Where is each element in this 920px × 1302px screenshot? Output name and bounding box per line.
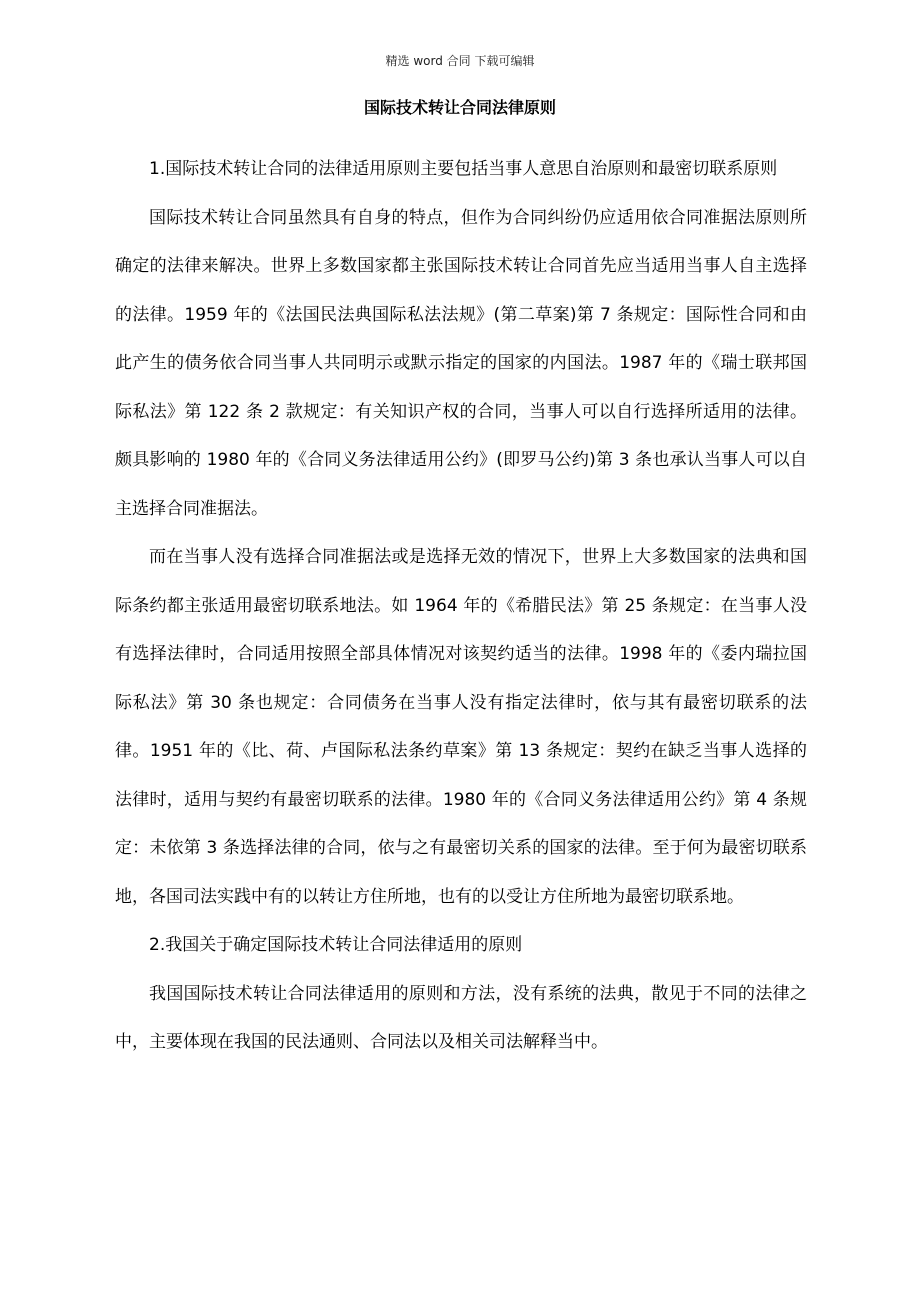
document-body [115, 145, 807, 1067]
document-title: 国际技术转让合同法律原则 [363, 98, 556, 117]
paragraph-section-2-heading: 2.我国关于确定国际技术转让合同法律适用的原则 [149, 935, 523, 955]
paragraph-closest-connection: 而在当事人没有选择合同准据法或是选择无效的情况下，世界上大多数国家的法典和国际条约都主张适用最密切联系地法。如 1964 年的《希腊民法》第 25 条规定：在当事人没有选择法律时，合同适用按照全部具体情况对该契约适当的法律。1998 年的《委内瑞拉国际私法》第 30 条也规定：合同债务在当事人没有指定法律时，依与其有最密切联系的法律。1951 年的《比、荷、卢国际私法条约草案》第 13 条规定：契约在缺乏当事人选择的法律时，适用与契约有最密切联系的法律。1980 年的《合同义务法律适用公约》第 4 条规定：未依第 3 条选择法律的合同，依与之有最密切关系的国家的法律。至于何为最密切联系地，各国司法实践中有的以转让方住所地，也有的以受让方住所地为最密切联系地。 [115, 547, 807, 907]
paragraph-autonomy-principle: 国际技术转让合同虽然具有自身的特点，但作为合同纠纷仍应适用依合同准据法原则所确定的法律来解决。世界上多数国家都主张国际技术转让合同首先应当适用当事人自主选择的法律。1959 年的《法国民法典国际私法法规》(第二草案)第 7 条规定：国际性合同和由此产生的债务依合同当事人共同明示或默示指定的国家的内国法。1987 年的《瑞士联邦国际私法》第 122 条 2 款规定：有关知识产权的合同，当事人可以自行选择所适用的法律。颇具影响的 1980 年的《合同义务法律适用公约》(即罗马公约)第 3 条也承认当事人可以自主选择合同准据法。 [115, 207, 807, 519]
header-note: 精选 word 合同 下载可编辑 [385, 54, 535, 68]
paragraph-china-rules: 我国国际技术转让合同法律适用的原则和方法，没有系统的法典，散见于不同的法律之中，主要体现在我国的民法通则、合同法以及相关司法解释当中。 [115, 983, 807, 1052]
paragraph-section-1-heading: 1.国际技术转让合同的法律适用原则主要包括当事人意思自治原则和最密切联系原则 [149, 159, 778, 179]
